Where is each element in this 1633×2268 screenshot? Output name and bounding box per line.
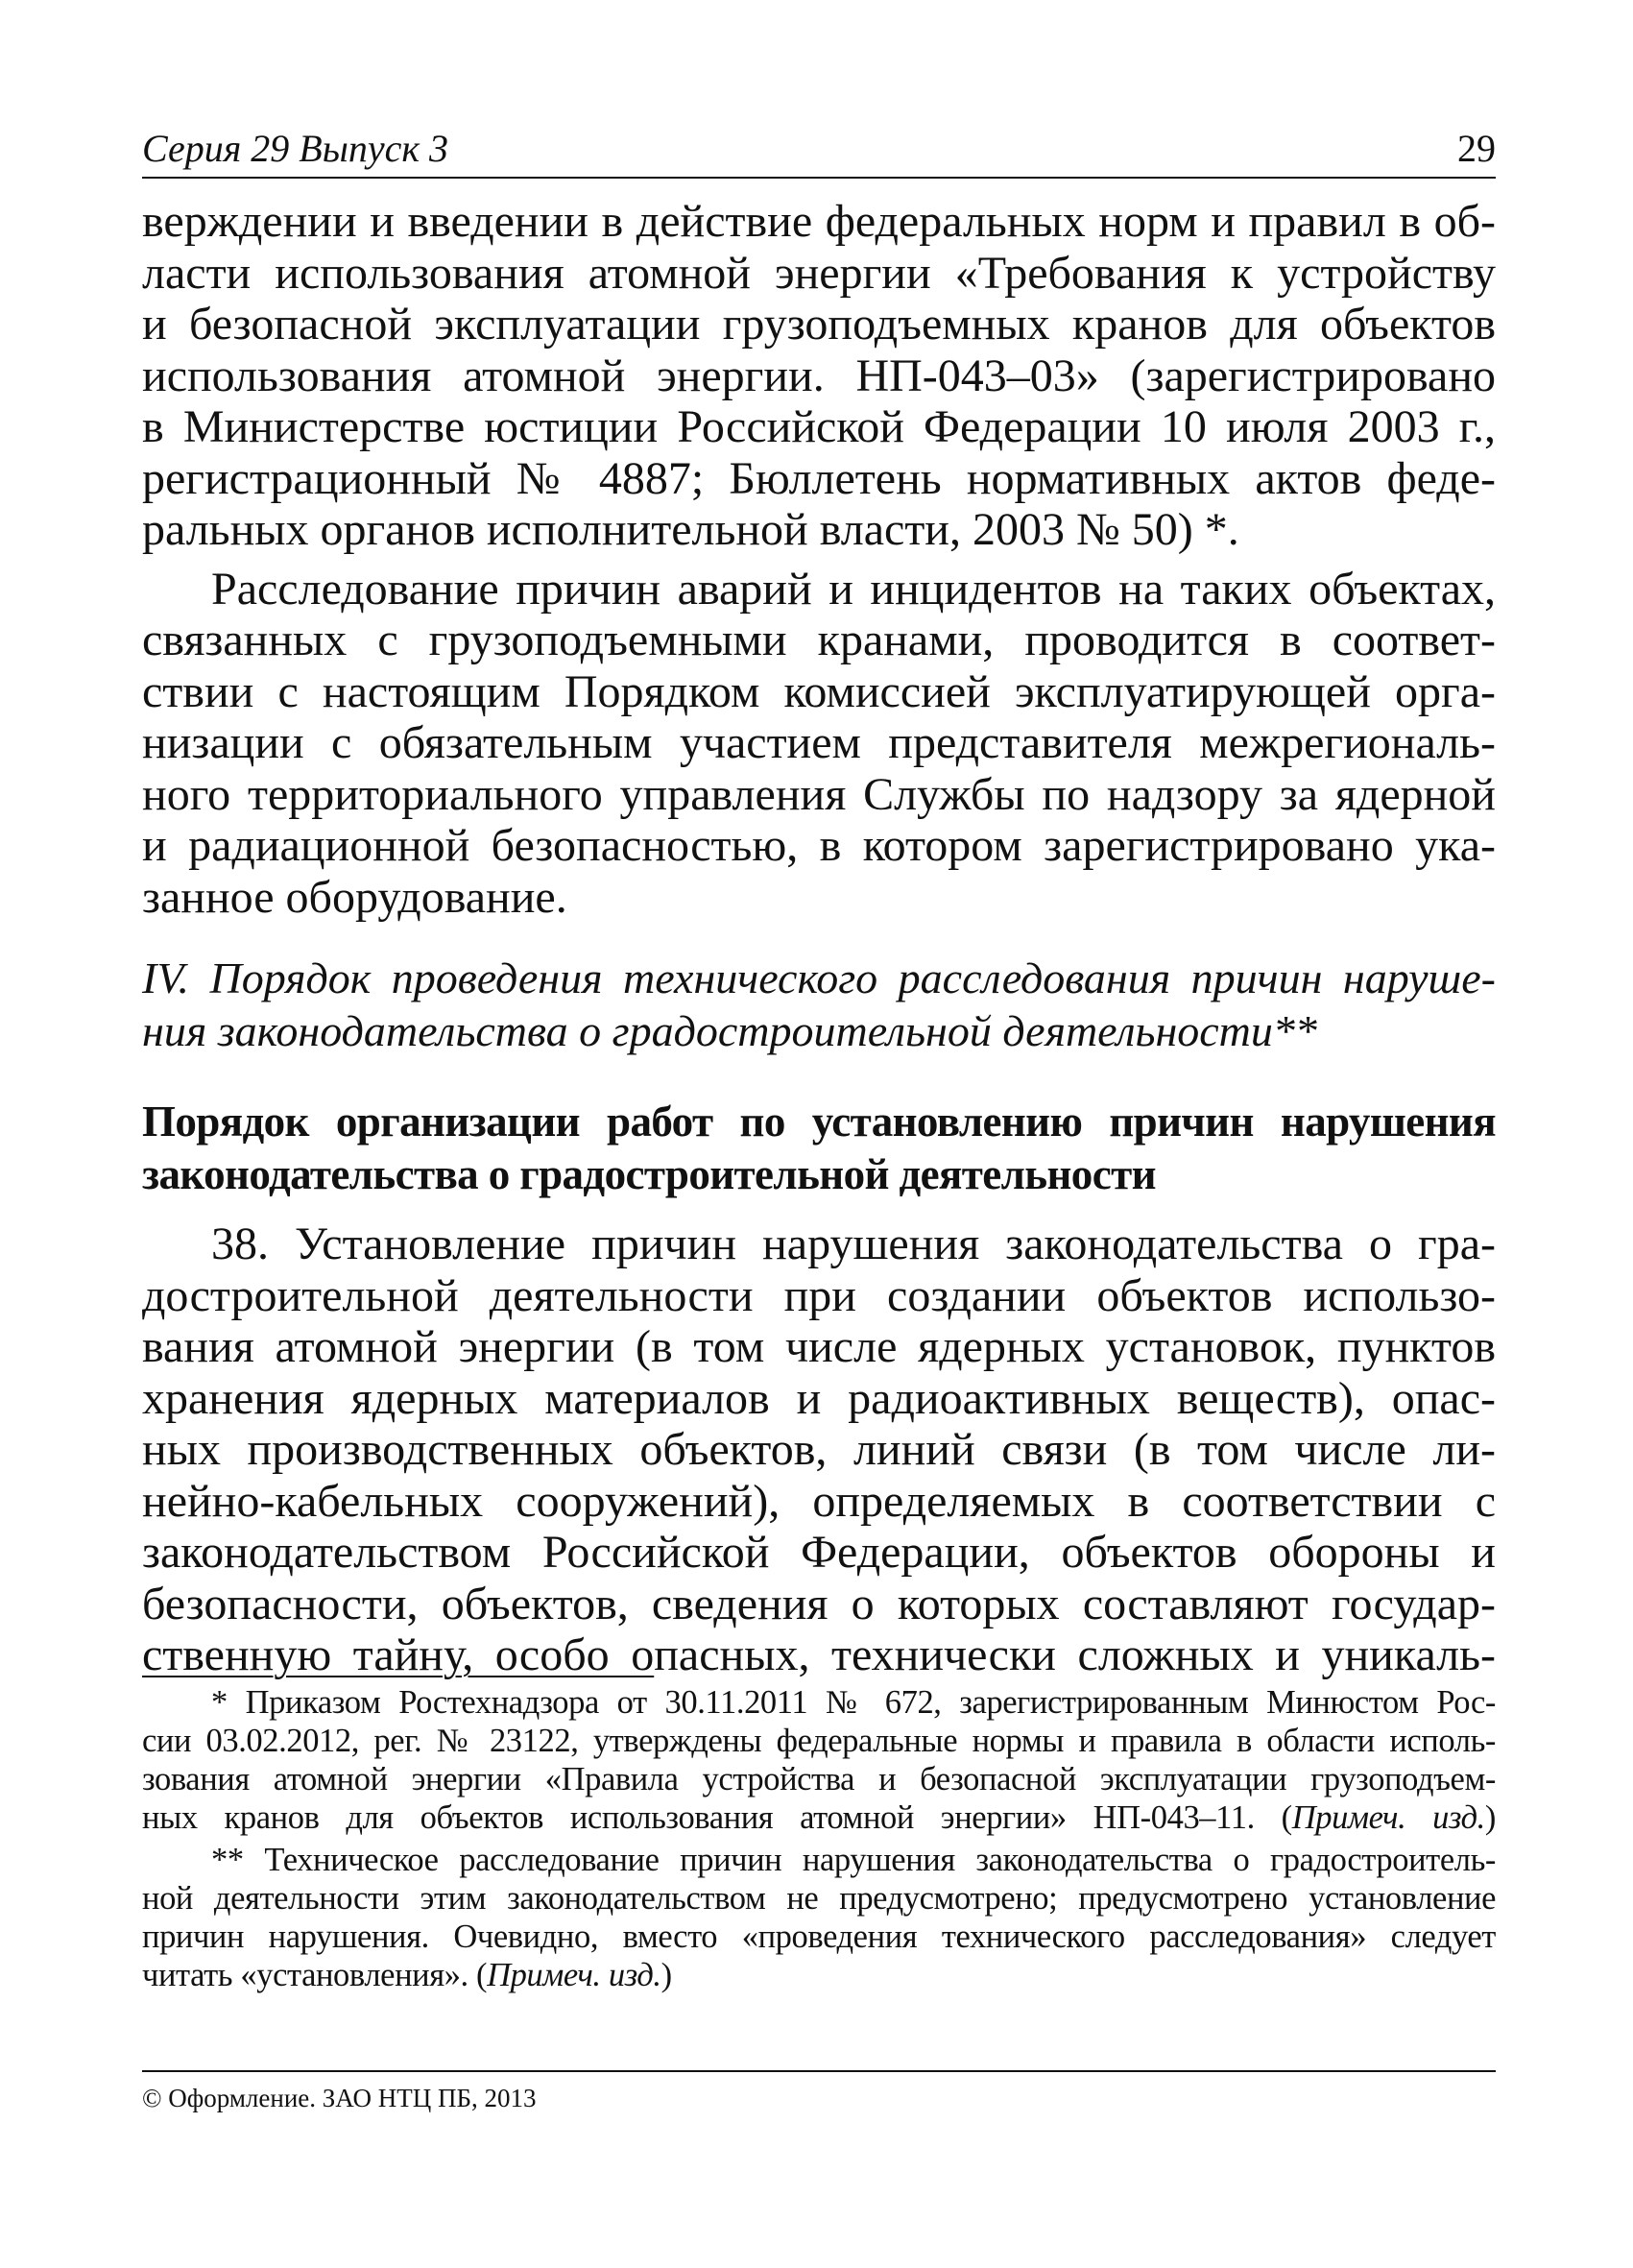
section-title-line: IV. Порядок проведения технического расследования причин наруше-	[142, 953, 1496, 1002]
text-line-final	[142, 1629, 1496, 1681]
text-line: занное оборудование.	[142, 871, 567, 923]
footnote-line-final	[142, 1798, 1496, 1837]
footnote-close: )	[1484, 1798, 1497, 1836]
footnote-line: ной деятельности этим законодательством не предусмотрено; предусмотрено установление	[142, 1879, 1496, 1917]
text-line: низации с обязательным участием представителя межрегиональ-	[142, 717, 1496, 768]
text-line: ствии с настоящим Порядком комиссией эксплуатирующей орга-	[142, 665, 1496, 717]
text-line: и радиационной безопасностью, в котором зарегистрировано ука-	[142, 820, 1496, 871]
text-line: достроительной деятельности при создании объектов использо-	[142, 1269, 1496, 1321]
footnote-1	[142, 1683, 1496, 1837]
text-line: ных производственных объектов, линий связи (в том числе ли-	[142, 1424, 1496, 1475]
paragraph-38	[142, 1218, 1496, 1681]
footnote-line: ** Техническое расследование причин нарушения законодательства о градостроитель-	[211, 1841, 1496, 1878]
text-line: безопасности, объектов, сведения о которых составляют государ-	[142, 1578, 1496, 1629]
page-footer	[142, 2070, 1496, 2114]
text-line: ного территориального управления Службы по надзору за ядерной	[142, 768, 1496, 820]
footnote-text: ных кранов для объектов использования атомной энергии» НП-043–11. (	[142, 1798, 1292, 1836]
footnote-line: зования атомной энергии «Правила устройства и безопасной эксплуатации грузоподъем-	[142, 1760, 1496, 1798]
paragraph-continuation	[142, 196, 1496, 556]
paragraph-investigation	[142, 564, 1496, 924]
text-line: Расследование причин аварий и инцидентов на таких объектах,	[211, 563, 1496, 615]
footnote-line-final	[142, 1956, 1496, 1994]
section-title-line: ния законодательства о градостроительной деятельности**	[142, 1006, 1317, 1055]
running-header	[142, 123, 1496, 179]
page-number: 29	[1457, 127, 1496, 170]
text-line: ральных органов исполнительной власти, 2003 № 50) *.	[142, 504, 1239, 555]
subheading	[142, 1096, 1496, 1201]
text-line: использования атомной энергии. НП-043–03» (зарегистрировано	[142, 350, 1496, 401]
text-line: вания атомной энергии (в том числе ядерных установок, пунктов	[142, 1321, 1496, 1372]
subheading-line: Порядок организации работ по установлению причин нарушения	[142, 1098, 1496, 1146]
body-text	[142, 196, 1496, 1994]
text-fragment: пасных, технически сложных и уникаль-	[654, 1629, 1497, 1680]
series-title: Серия 29 Выпуск 3	[142, 127, 449, 170]
text-line: и безопасной эксплуатации грузоподъемных кранов для объектов	[142, 299, 1496, 350]
underlined-fragment: ственную тайну, особо о	[142, 1629, 655, 1680]
editor-note: Примеч. изд.	[487, 1956, 661, 1993]
document-page	[142, 123, 1496, 1994]
text-line: нейно-кабельных сооружений), определяемых в соответствии с	[142, 1475, 1496, 1527]
section-title	[142, 952, 1496, 1057]
footnote-line: сии 03.02.2012, рег. № 23122, утверждены федеральные нормы и правила в области исполь-	[142, 1722, 1496, 1759]
text-line: законодательством Российской Федерации, объектов обороны и	[142, 1527, 1496, 1578]
footnotes	[142, 1683, 1496, 1994]
text-line: верждении и введении в действие федеральных норм и правил в об-	[142, 196, 1496, 247]
footnote-line: причин нарушения. Очевидно, вместо «проведения технического расследования» следует	[142, 1918, 1496, 1955]
footnote-2	[142, 1841, 1496, 1994]
footnote-close: )	[660, 1956, 672, 1993]
text-line: 38. Установление причин нарушения законодательства о гра-	[211, 1218, 1496, 1269]
text-line: регистрационный № 4887; Бюллетень нормативных актов феде-	[142, 452, 1496, 504]
text-line: связанных с грузоподъемными кранами, проводится в соответ-	[142, 615, 1496, 665]
subheading-line: законодательства о градостроительной деятельности	[142, 1150, 1156, 1198]
text-line: хранения ядерных материалов и радиоактивных веществ), опас-	[142, 1372, 1496, 1424]
footnote-line: * Приказом Ростехнадзора от 30.11.2011 № 672, зарегистрированным Минюстом Рос-	[211, 1683, 1496, 1721]
editor-note: Примеч. изд.	[1291, 1798, 1485, 1836]
text-line: ласти использования атомной энергии «Требования к устройству	[142, 247, 1496, 299]
footnote-text: читать «установления». (	[142, 1956, 488, 1993]
copyright-text: © Оформление. ЗАО НТЦ ПБ, 2013	[142, 2084, 537, 2112]
text-line: в Министерстве юстиции Российской Федерации 10 июля 2003 г.,	[142, 401, 1496, 452]
